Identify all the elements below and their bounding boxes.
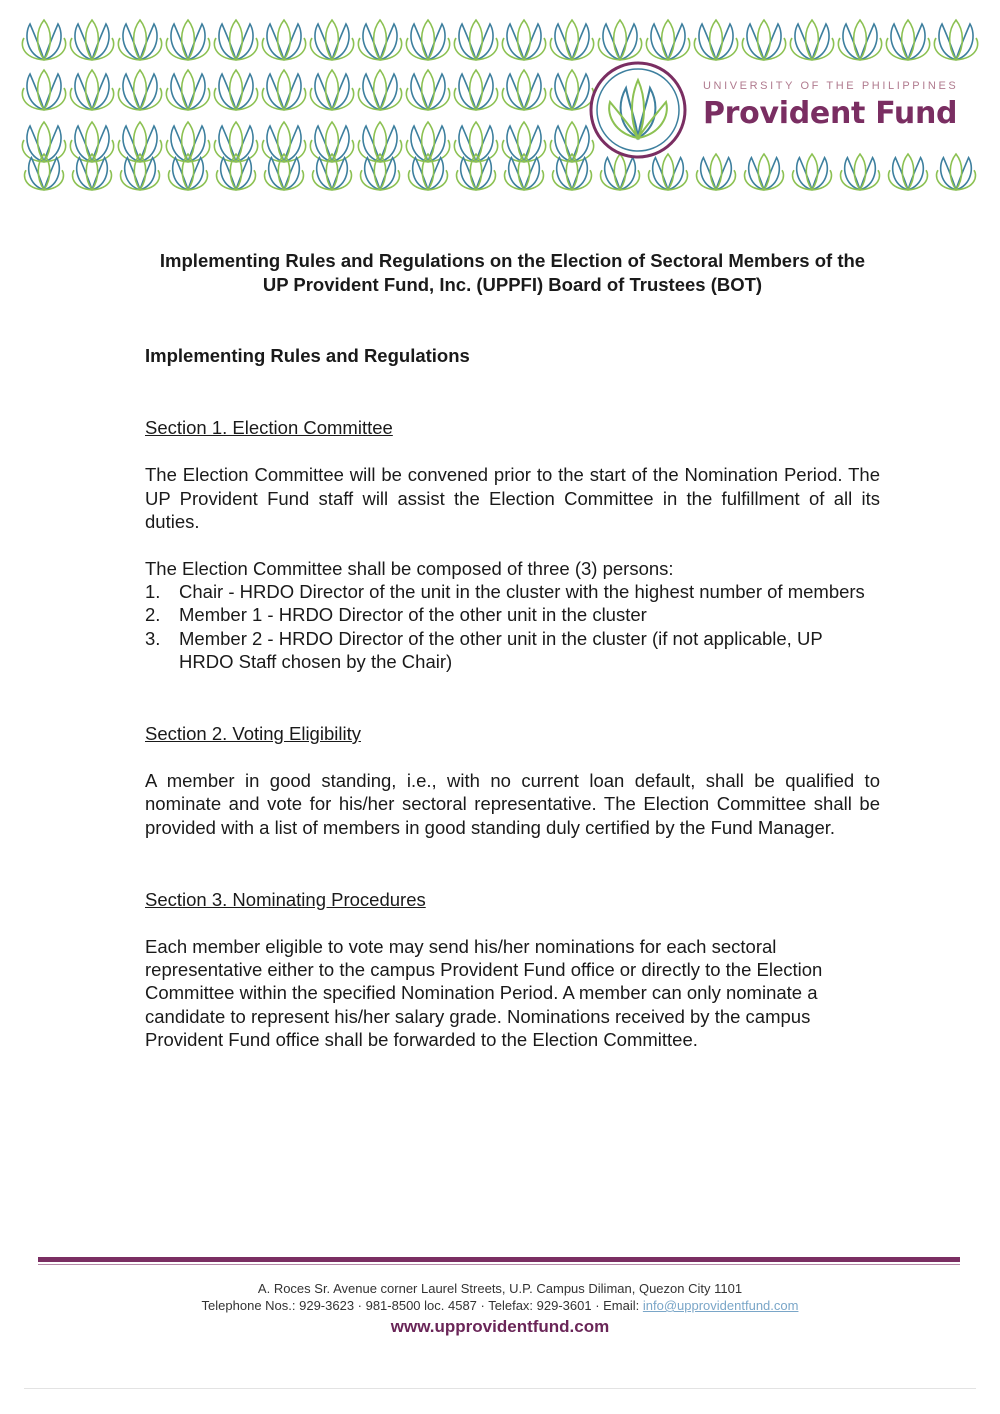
brand-wordmark: [703, 80, 958, 131]
lotus-motif: [134, 20, 147, 60]
document-title: [140, 249, 885, 297]
section-heading: Section 3. Nominating Procedures: [145, 888, 426, 910]
paragraph: The Election Committee will be convened prior to the start of the Nomination Period. The UP Provident Fund staff will assist the Election Committee in the fulfillment of all its duties.: [145, 464, 880, 532]
list-item: [145, 603, 880, 626]
lotus-motif: [470, 122, 483, 162]
list-number: 1.: [145, 581, 161, 603]
lotus-motif: [38, 122, 51, 162]
section-2: [145, 722, 880, 839]
lotus-motif: [230, 20, 243, 60]
document-body: [145, 344, 880, 1051]
lotus-motif: [374, 122, 387, 162]
lotus-motif: [38, 20, 51, 60]
list-text: Chair - HRDO Director of the unit in the cluster with the highest number of members: [179, 581, 865, 603]
lotus-motif: [374, 70, 387, 110]
footer-address: A. Roces Sr. Avenue corner Laurel Streets, U.P. Campus Diliman, Quezon City 1101: [257, 1281, 743, 1296]
list-item: [145, 580, 880, 603]
section-heading: Section 1. Election Committee: [145, 417, 393, 439]
lotus-motif: [134, 122, 147, 162]
list-item: [145, 627, 880, 673]
paragraph: A member in good standing, i.e., with no current loan default, shall be qualified to nominate and vote for his/her sectoral representative. The Election Committee shall be provided with a list of members in good standing duly certified by the Fund Manager.: [145, 770, 880, 838]
lotus-motif: [326, 20, 339, 60]
lotus-motif: [182, 70, 195, 110]
footer-email-link[interactable]: info@upprovidentfund.com: [642, 1298, 799, 1313]
lotus-motif: [278, 122, 291, 162]
lotus-motif: [518, 70, 531, 110]
committee-list: [145, 580, 880, 673]
footer-contact: [100, 1297, 900, 1314]
list-text: Member 2 - HRDO Director of the other unit in the cluster (if not applicable, UP HRDO Staff chosen by the Chair): [179, 627, 823, 672]
footer-rule: [38, 1257, 960, 1262]
lotus-motif: [182, 20, 195, 60]
section-1: [145, 416, 880, 673]
title-line-2: UP Provident Fund, Inc. (UPPFI) Board of Trustees (BOT): [262, 274, 763, 295]
page-bottom-rule: [24, 1388, 976, 1389]
lotus-motif: [470, 70, 483, 110]
lotus-motif: [230, 122, 243, 162]
list-text: Member 1 - HRDO Director of the other unit in the cluster: [179, 604, 647, 626]
lotus-motif: [566, 70, 579, 110]
lotus-motif: [374, 20, 387, 60]
lotus-motif: [86, 122, 99, 162]
lotus-motif: [278, 20, 291, 60]
lotus-motif: [326, 122, 339, 162]
lotus-motif: [230, 70, 243, 110]
footer-rule-thin: [38, 1264, 960, 1265]
lotus-motif: [566, 122, 579, 162]
lotus-motif: [518, 122, 531, 162]
lotus-motif: [422, 70, 435, 110]
paragraph: The Election Committee shall be composed of three (3) persons:: [145, 558, 674, 580]
lotus-motif: [278, 70, 291, 110]
letterhead-footer: [100, 1280, 900, 1337]
paragraph: Each member eligible to vote may send his/her nominations for each sectoral representative either to the campus Provident Fund office or directly to the Election Committee within the specified Nomination Period. A member can only nominate a candidate to represent his/her salary grade. Nominations received by the campus Provident Fund office shall be forwarded to the Election Committee.: [145, 936, 823, 1050]
lotus-motif: [422, 122, 435, 162]
lotus-motif: [326, 70, 339, 110]
lotus-motif: [86, 20, 99, 60]
lotus-motif: [38, 70, 51, 110]
lotus-motif: [518, 20, 531, 60]
footer-website[interactable]: www.upprovidentfund.com: [390, 1317, 610, 1336]
lotus-motif: [86, 70, 99, 110]
irr-heading: Implementing Rules and Regulations: [145, 345, 470, 366]
section-heading: Section 2. Voting Eligibility: [145, 723, 361, 745]
lotus-motif: [566, 20, 579, 60]
university-label: UNIVERSITY OF THE PHILIPPINES: [703, 80, 959, 92]
lotus-motif: [422, 20, 435, 60]
list-number: 3.: [145, 627, 161, 649]
lotus-motif: [182, 122, 195, 162]
footer-telephone: Telephone Nos.: 929-3623 · 981-8500 loc. 4587 · Telefax: 929-3601 · Email:: [201, 1298, 643, 1313]
lotus-motif: [134, 70, 147, 110]
section-3: [145, 888, 880, 1051]
title-line-1: Implementing Rules and Regulations on the Election of Sectoral Members of the: [159, 250, 866, 271]
list-number: 2.: [145, 604, 161, 626]
lotus-motif: [470, 20, 483, 60]
brand-name: Provident Fund: [703, 96, 958, 131]
